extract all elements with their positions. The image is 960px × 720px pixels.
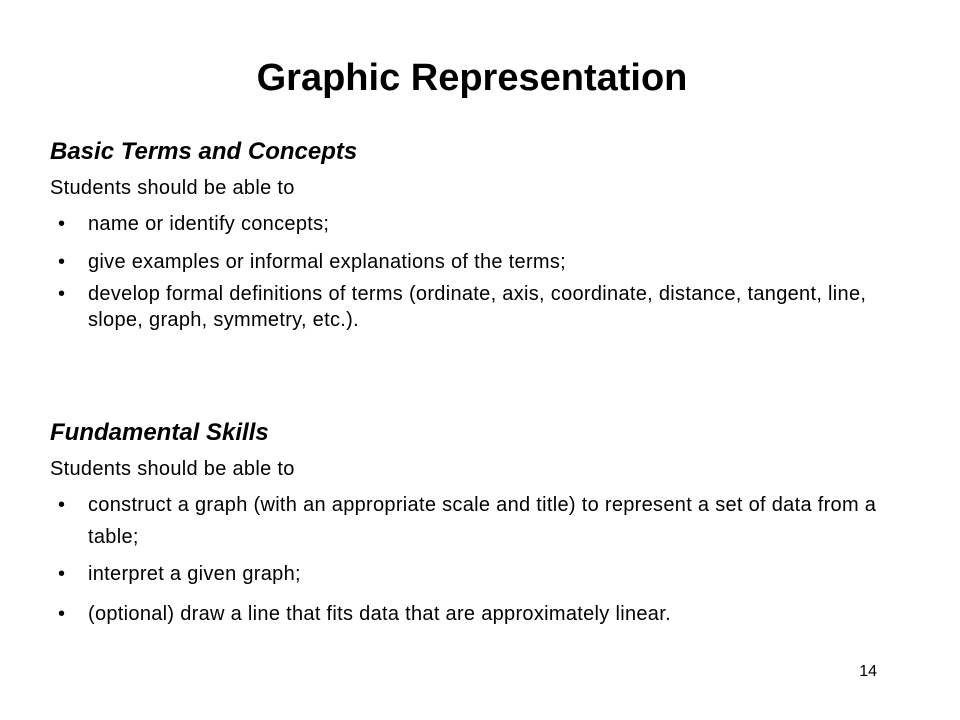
bullet-text: name or identify concepts; bbox=[88, 213, 330, 235]
bullet-text: develop formal definitions of terms (ordinate, axis, coordinate, distance, tangent, line, slope, graph, symmetry, etc.). bbox=[88, 283, 867, 331]
bullet-item bbox=[50, 281, 910, 333]
section-heading: Basic Terms and Concepts bbox=[50, 138, 358, 165]
section-heading: Fundamental Skills bbox=[50, 419, 269, 446]
bullet-dot-icon: • bbox=[58, 283, 66, 305]
bullet-item bbox=[50, 211, 910, 237]
page-number: 14 bbox=[859, 663, 877, 680]
section-intro: Students should be able to bbox=[50, 458, 295, 480]
section-basic-terms bbox=[50, 133, 910, 333]
bullet-item bbox=[50, 598, 910, 630]
section-intro: Students should be able to bbox=[50, 177, 295, 199]
bullet-dot-icon: • bbox=[58, 213, 66, 235]
bullet-dot-icon: • bbox=[58, 494, 66, 516]
bullet-item bbox=[50, 249, 910, 275]
slide-title: Graphic Representation bbox=[256, 57, 688, 99]
bullet-text: interpret a given graph; bbox=[88, 563, 301, 585]
bullet-text: (optional) draw a line that fits data that are approximately linear. bbox=[88, 603, 671, 625]
bullet-dot-icon: • bbox=[58, 603, 66, 625]
bullet-text: give examples or informal explanations of the terms; bbox=[88, 251, 567, 273]
bullet-dot-icon: • bbox=[58, 563, 66, 585]
bullet-text: construct a graph (with an appropriate scale and title) to represent a set of data from a table; bbox=[88, 494, 877, 548]
bullet-list bbox=[50, 211, 910, 333]
section-fundamental-skills bbox=[50, 414, 910, 630]
bullet-list bbox=[50, 489, 910, 630]
bullet-item bbox=[50, 558, 910, 590]
bullet-dot-icon: • bbox=[58, 251, 66, 273]
bullet-item bbox=[50, 489, 910, 553]
